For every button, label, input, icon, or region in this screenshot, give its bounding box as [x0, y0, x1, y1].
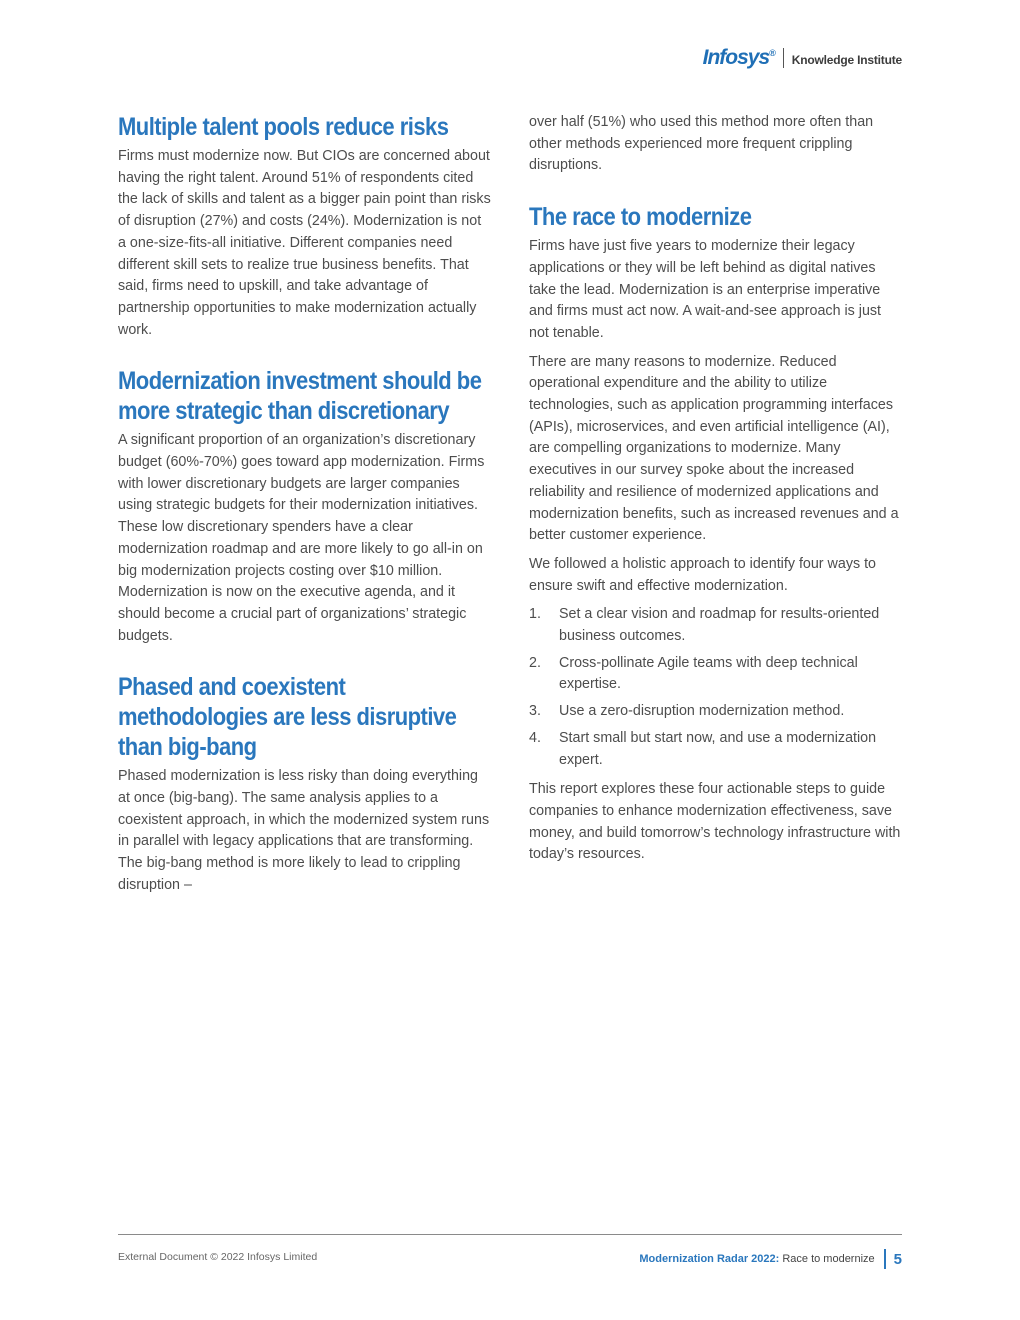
modernization-steps-list	[529, 604, 903, 771]
heading-strategic-investment: Modernization investment should be more strategic than discretionary	[118, 367, 482, 426]
paragraph-race-3: We followed a holistic approach to identify four ways to ensure swift and effective modernization.	[529, 555, 877, 594]
right-column	[529, 112, 903, 873]
footer-report-title: Modernization Radar 2022:	[639, 1253, 780, 1265]
heading-race-to-modernize: The race to modernize	[529, 203, 752, 232]
paragraph-talent-pools: Firms must modernize now. But CIOs are concerned about having the right talent. Around 51% of respondents cited the lack of skills and talent as a bigger pain point than risks of disruption (27%) and costs (24%). Modernization is not a one-size-fits-all initiative. Different companies need different skill sets to realize true business benefits. That said, firms need to upskill, and take advantage of partnership opportunities to make modernization actually work.	[118, 148, 491, 338]
left-column	[118, 112, 492, 904]
list-item: 1. Set a clear vision and roadmap for results-oriented business outcomes.	[529, 606, 880, 645]
logo-brand: Infosys®	[702, 46, 775, 69]
page-number: 5	[893, 1250, 902, 1268]
logo-divider	[783, 48, 784, 68]
paragraph-strategic-investment: A significant proportion of an organization’s discretionary budget (60%-70%) goes toward app modernization. Firms with lower discretionary budgets are larger companies using strategic budgets for their modernization initiatives. These low discretionary spenders have a clear modernization roadmap and are more likely to go all-in on big modernization projects costing over $10 million. Modernization is now on the executive agenda, and it should become a crucial part of organizations’ strategic budgets.	[118, 432, 485, 644]
list-item: 2. Cross-pollinate Agile teams with deep technical expertise.	[529, 654, 858, 693]
list-item: 3. Use a zero-disruption modernization method.	[529, 703, 845, 720]
heading-talent-pools: Multiple talent pools reduce risks	[118, 113, 449, 141]
footer-report-info	[639, 1249, 902, 1269]
footer-copyright: External Document © 2022 Infosys Limited	[118, 1251, 318, 1263]
heading-phased-methodologies: Phased and coexistent methodologies are less disruptive than big-bang	[118, 673, 457, 762]
infosys-logo	[703, 46, 902, 70]
paragraph-phased-methodologies: Phased modernization is less risky than doing everything at once (big-bang). The same analysis applies to a coexistent approach, in which the modernized system runs in parallel with legacy applications that are transforming. The big-bang method is more likely to lead to crippling disruption –	[118, 768, 490, 893]
paragraph-race-4: This report explores these four actionable steps to guide companies to enhance modernization effectiveness, save money, and build tomorrow’s technology infrastructure with today’s resources.	[529, 781, 901, 863]
paragraph-race-2: There are many reasons to modernize. Reduced operational expenditure and the ability to utilize technologies, such as application programming interfaces (APIs), microservices, and even artificial intelligence (AI), are compelling organizations to modernize. Many executives in our survey spoke about the increased reliability and resilience of modernized applications and modernization benefits, such as increased revenues and a better customer experience.	[529, 353, 899, 544]
paragraph-race-1: Firms have just five years to modernize their legacy applications or they will be left behind as digital natives take the lead. Modernization is an enterprise imperative and firms must act now. A wait-and-see approach is just not tenable.	[529, 238, 882, 341]
logo-institute: Knowledge Institute	[791, 53, 902, 67]
list-item: 4. Start small but start now, and use a modernization expert.	[529, 729, 877, 768]
footer-report-subtitle: Race to modernize	[782, 1253, 875, 1265]
paragraph-continuation: over half (51%) who used this method more often than other methods experienced more frequent crippling disruptions.	[529, 114, 874, 174]
footer-bar	[884, 1249, 886, 1269]
footer-divider	[118, 1234, 902, 1235]
